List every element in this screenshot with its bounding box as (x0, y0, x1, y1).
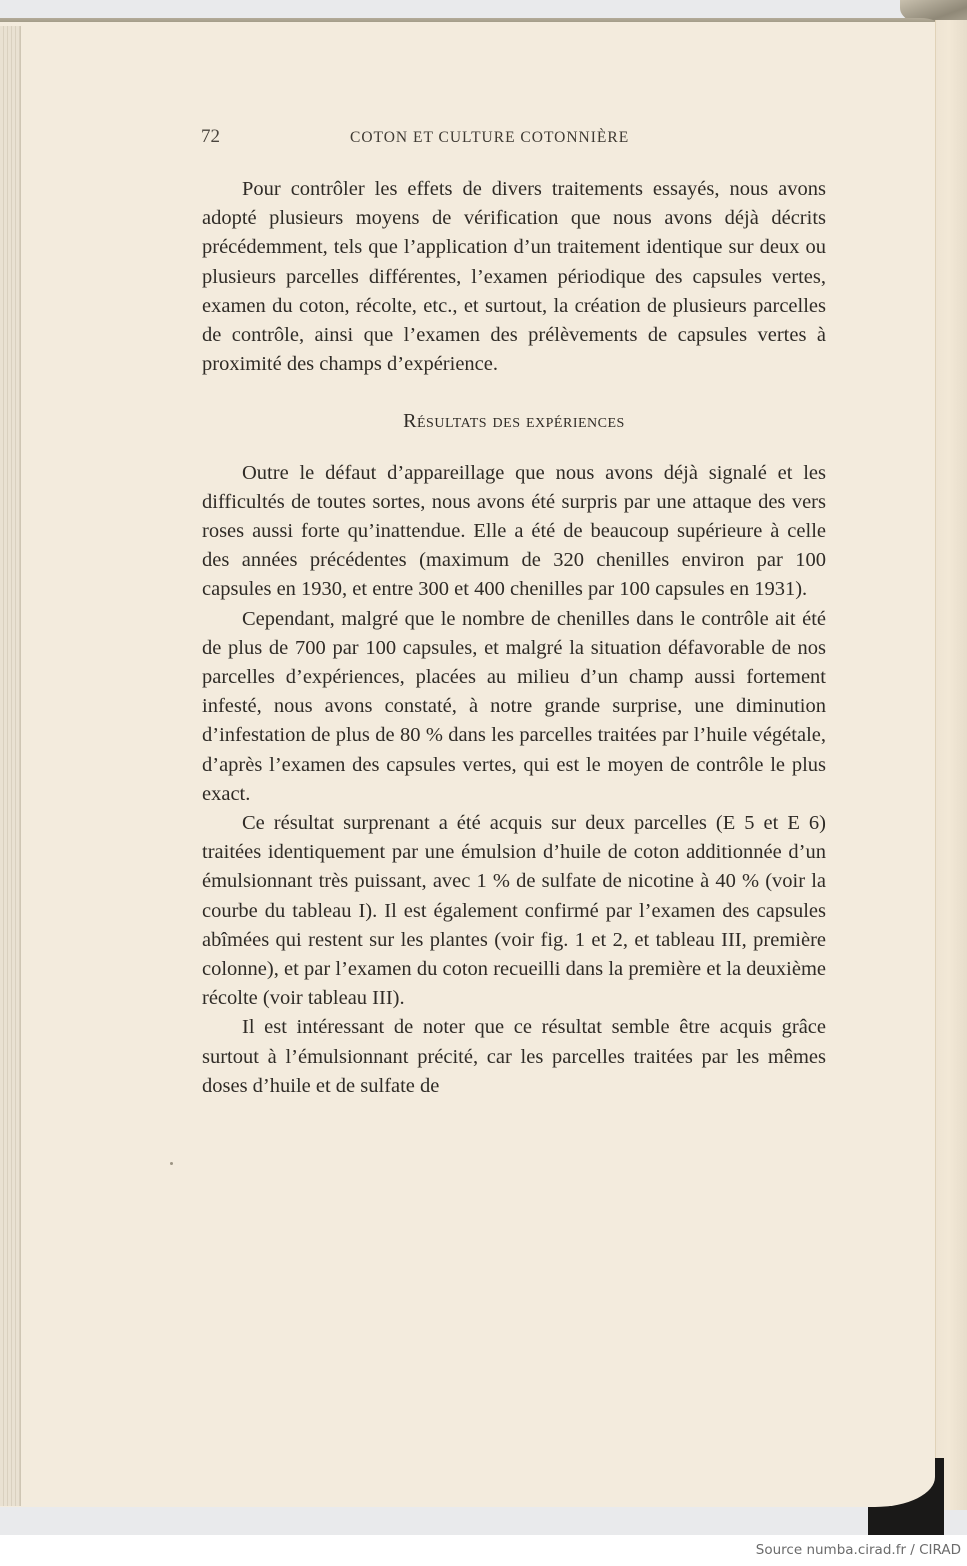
source-credit: Source numba.cirad.fr / CIRAD (755, 1542, 961, 1558)
paragraph: Cependant, malgré que le nombre de chenilles dans le contrôle ait été de plus de 700 par 100 capsules, et malgré la situation défavorable de nos parcelles d’expériences, placées au milieu d’un champ aussi fortement infesté, nous avons constaté, à notre grande surprise, une diminution d’infestation de plus de 80 % dans les parcelles traitées par l’huile végétale, d’après l’examen des capsules vertes, qui est le moyen de contrôle le plus exact. (202, 607, 826, 805)
next-page-edge (935, 20, 967, 1510)
running-title: COTON ET CULTURE COTONNIÈRE (350, 129, 630, 146)
paragraph: Pour contrôler les effets de divers traitements essayés, nous avons adopté plusieurs moyens de vérification que nous avons déjà décrits précédemment, tels que l’application d’un traitement identique sur deux ou plusieurs parcelles différentes, l’examen périodique des capsules vertes, examen du coton, récolte, etc., et surtout, la création de plusieurs parcelles de contrôle, ainsi que l’examen des prélèvements de capsules vertes à proximité des champs d’expérience. (202, 178, 826, 376)
section-heading: Résultats des expériences (403, 410, 625, 433)
page-gutter (0, 26, 21, 1506)
body-text (202, 175, 826, 1101)
running-head (0, 126, 935, 150)
paragraph: Il est intéressant de noter que ce résultat semble être acquis grâce surtout à l’émulsionnant précité, car les parcelles traitées par les mêmes doses d’huile et de sulfate de (202, 1016, 826, 1097)
paragraph: Outre le défaut d’appareillage que nous avons déjà signalé et les difficultés de toutes sortes, nous avons été surpris par une attaque des vers roses aussi forte qu’inattendue. Elle a été de beaucoup supérieure à celle des années précédentes (maximum de 320 chenilles environ par 100 capsules en 1930, et entre 300 et 400 chenilles par 100 capsules en 1931). (202, 461, 826, 601)
paragraph: Ce résultat surprenant a été acquis sur deux parcelles (E 5 et E 6) traitées identiquement par une émulsion d’huile de coton additionnée d’un émulsionnant très puissant, avec 1 % de sulfate de nicotine à 40 % (voir la courbe du tableau I). Il est également confirmé par l’examen des capsules abîmées qui restent sur les plantes (voir fig. 1 et 2, et tableau III, première colonne), et par l’examen du coton recueilli dans la première et la deuxième récolte (voir tableau III). (202, 812, 826, 1010)
margin-speck (170, 1162, 173, 1165)
page-number: 72 (201, 126, 220, 147)
